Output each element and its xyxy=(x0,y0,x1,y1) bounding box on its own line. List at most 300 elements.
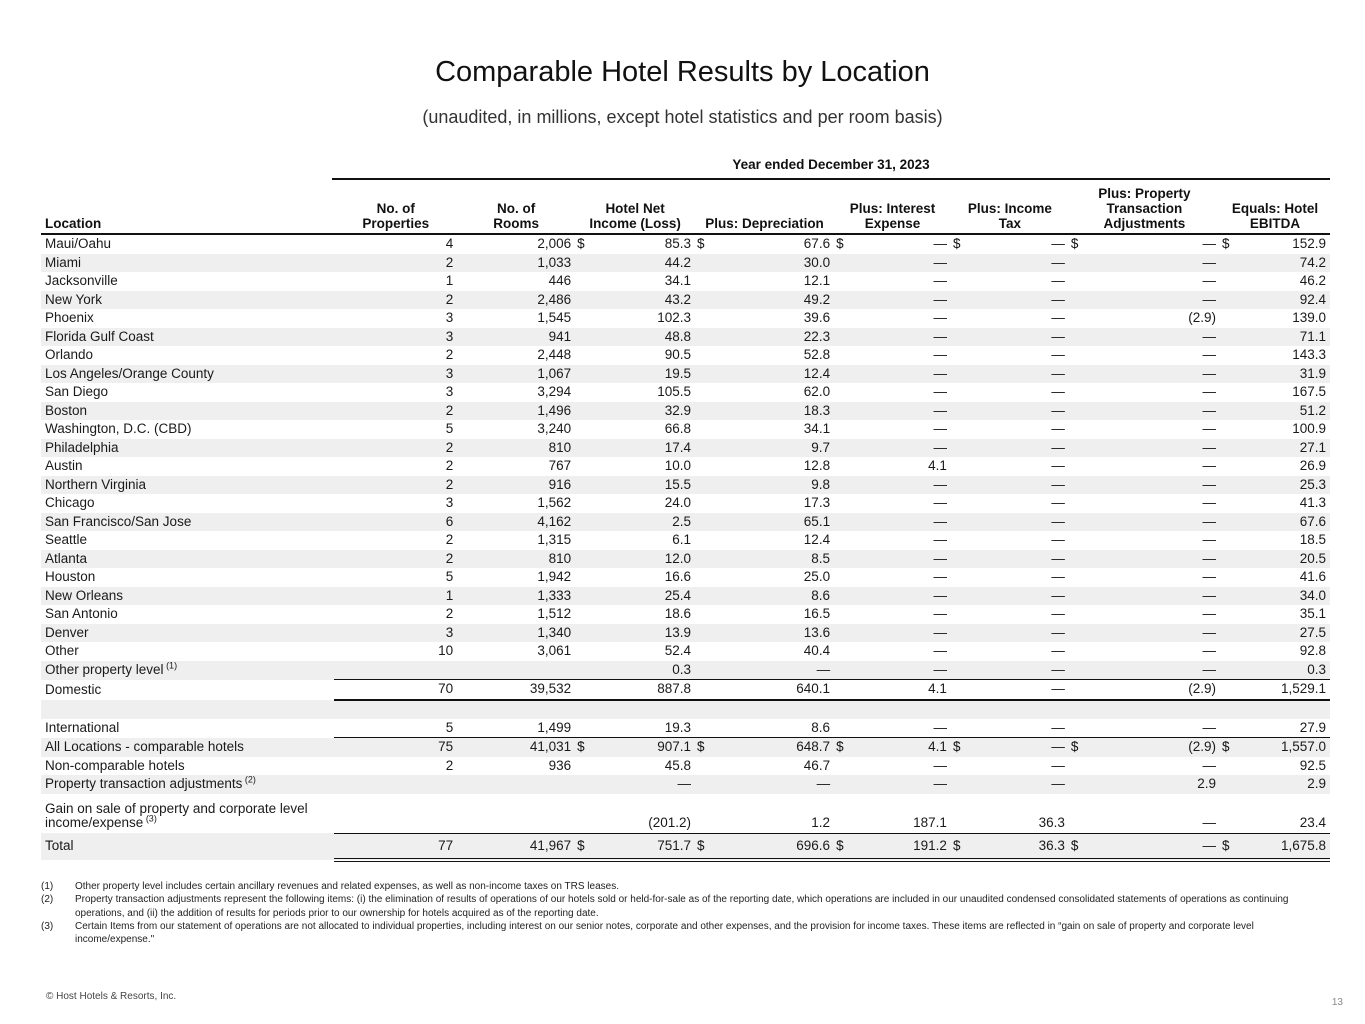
location-row xyxy=(41,605,1330,624)
currency-symbol xyxy=(951,383,963,402)
currency-symbol xyxy=(951,775,963,794)
currency-symbol xyxy=(834,309,846,328)
currency-symbol: $ xyxy=(951,833,963,860)
income-tax-cell: — xyxy=(963,402,1069,421)
rooms-cell: 3,240 xyxy=(537,421,572,437)
rooms-cell: 1,499 xyxy=(537,719,572,735)
depreciation-cell: 22.3 xyxy=(707,328,834,347)
currency-symbol: $ xyxy=(834,833,846,860)
currency-symbol xyxy=(1069,587,1081,606)
ebitda-cell: 167.5 xyxy=(1292,384,1326,400)
currency-symbol xyxy=(695,439,707,458)
interest-cell: — xyxy=(933,310,947,326)
properties-cell: 2 xyxy=(445,606,454,622)
property-adj-cell: 2.9 xyxy=(1081,775,1220,794)
spacer-cell xyxy=(334,700,457,719)
col-header-net-income: Hotel Net Income (Loss) xyxy=(575,184,695,234)
currency-symbol xyxy=(1069,291,1081,310)
property-adj-cell: (2.9) xyxy=(1081,738,1220,757)
results-table xyxy=(41,184,1330,862)
currency-symbol xyxy=(834,568,846,587)
currency-symbol xyxy=(834,272,846,291)
depreciation-cell: 648.7 xyxy=(707,738,834,757)
interest-cell: 187.1 xyxy=(913,814,947,830)
currency-symbol xyxy=(834,291,846,310)
location-cell: Philadelphia xyxy=(41,439,334,458)
net-income-cell: 907.1 xyxy=(587,738,695,757)
currency-symbol xyxy=(834,346,846,365)
currency-symbol xyxy=(695,402,707,421)
ebitda-cell: 143.3 xyxy=(1292,347,1326,363)
currency-symbol xyxy=(1069,420,1081,439)
net-income-cell: 887.8 xyxy=(587,680,695,700)
income-tax-cell: — xyxy=(1051,347,1065,363)
location-cell: Chicago xyxy=(45,495,95,511)
property-adj-cell: — xyxy=(1202,458,1216,474)
income-tax-cell: — xyxy=(963,624,1069,643)
domestic-row xyxy=(41,680,1330,700)
currency-symbol xyxy=(1069,757,1081,776)
page-number: 13 xyxy=(1331,997,1343,1008)
currency-symbol xyxy=(575,587,587,606)
footnote-1 xyxy=(41,880,1331,893)
depreciation-cell: 9.8 xyxy=(707,476,834,495)
location-row xyxy=(41,234,1330,254)
currency-symbol xyxy=(834,757,846,776)
location-cell: San Antonio xyxy=(45,606,118,622)
ebitda-cell: 92.5 xyxy=(1299,757,1326,773)
location-row xyxy=(41,420,1330,439)
depreciation-cell: 640.1 xyxy=(707,680,834,700)
currency-symbol xyxy=(1220,476,1232,495)
currency-symbol xyxy=(575,531,587,550)
net-income-cell: 43.2 xyxy=(587,291,695,310)
currency-symbol: $ xyxy=(575,738,587,757)
currency-symbol xyxy=(1220,309,1232,328)
currency-symbol xyxy=(695,254,707,273)
currency-symbol xyxy=(951,719,963,738)
ebitda-cell: 27.9 xyxy=(1299,719,1326,735)
properties-cell xyxy=(334,661,457,680)
interest-cell: — xyxy=(846,254,951,273)
currency-symbol xyxy=(834,775,846,794)
currency-symbol xyxy=(1220,531,1232,550)
depreciation-cell: 13.6 xyxy=(707,624,834,643)
property-adj-cell: — xyxy=(1081,254,1220,273)
property-adj-cell: — xyxy=(1202,532,1216,548)
spacer-cell xyxy=(1220,700,1232,719)
property-adj-cell: — xyxy=(1081,402,1220,421)
property-adj-cell: — xyxy=(1081,624,1220,643)
depreciation-cell: 12.4 xyxy=(707,365,834,384)
footnote-ref: (2) xyxy=(242,774,256,785)
location-row xyxy=(41,642,1330,661)
location-cell: All Locations - comparable hotels xyxy=(41,738,334,757)
interest-cell: — xyxy=(933,273,947,289)
currency-symbol xyxy=(834,661,846,680)
spacer-row xyxy=(41,700,1330,719)
header-row xyxy=(41,184,1330,234)
net-income-cell: 45.8 xyxy=(664,757,692,773)
depreciation-cell: 1.2 xyxy=(811,814,831,830)
international-row xyxy=(41,719,1330,738)
ebitda-cell: 26.9 xyxy=(1299,458,1326,474)
rooms-cell: 1,340 xyxy=(457,624,575,643)
depreciation-cell: 52.8 xyxy=(803,347,831,363)
currency-symbol xyxy=(834,420,846,439)
currency-symbol xyxy=(1220,568,1232,587)
net-income-cell: — xyxy=(587,775,695,794)
income-tax-cell: — xyxy=(963,680,1069,700)
net-income-cell: 15.5 xyxy=(587,476,695,495)
properties-cell: 5 xyxy=(445,569,454,585)
rooms-cell: 1,496 xyxy=(457,402,575,421)
col-header-interest: Plus: Interest Expense xyxy=(834,184,951,234)
footnote-text: Other property level includes certain ancillary revenues and related expenses, as well as non-income taxes on TRS leases. xyxy=(75,881,619,892)
currency-symbol xyxy=(1069,365,1081,384)
currency-symbol xyxy=(1069,254,1081,273)
currency-symbol xyxy=(575,661,587,680)
interest-cell: — xyxy=(933,643,947,659)
property-adj-cell: — xyxy=(1081,513,1220,532)
interest-cell: — xyxy=(933,757,947,773)
currency-symbol xyxy=(951,365,963,384)
currency-symbol xyxy=(695,587,707,606)
ebitda-cell: 31.9 xyxy=(1232,365,1330,384)
currency-symbol xyxy=(575,254,587,273)
currency-symbol xyxy=(951,402,963,421)
currency-symbol xyxy=(695,661,707,680)
location-row xyxy=(41,309,1330,328)
currency-symbol xyxy=(834,328,846,347)
rooms-cell: 3,061 xyxy=(537,643,572,659)
properties-cell: 75 xyxy=(334,738,457,757)
location-row xyxy=(41,439,1330,458)
currency-symbol: $ xyxy=(575,833,587,860)
currency-symbol xyxy=(1069,605,1081,624)
income-tax-cell: — xyxy=(963,550,1069,569)
depreciation-cell: 12.1 xyxy=(803,273,831,289)
rooms-cell: 446 xyxy=(548,273,572,289)
currency-symbol xyxy=(695,420,707,439)
currency-symbol xyxy=(951,680,963,700)
currency-symbol xyxy=(951,757,963,776)
income-tax-cell: — xyxy=(1051,458,1065,474)
income-tax-cell: — xyxy=(1051,236,1065,252)
footnote-text: Property transaction adjustments represent the following items: (i) the elimination of results of operations of our hotels sold or held-for-sale as of the reporting date, which operations are included in our unaudited condensed consolidated statements of operations as continuing operations, and (ii) the addition of results for periods prior to our ownership for hotels acquired as of the reporting date. xyxy=(75,894,1289,919)
rooms-cell: 1,033 xyxy=(457,254,575,273)
col-header-ebitda: Equals: Hotel EBITDA xyxy=(1220,184,1330,234)
currency-symbol xyxy=(695,346,707,365)
interest-cell: — xyxy=(846,291,951,310)
location-row xyxy=(41,550,1330,569)
income-tax-cell: — xyxy=(1051,310,1065,326)
location-cell: International xyxy=(45,720,120,735)
period-header: Year ended December 31, 2023 xyxy=(732,157,930,172)
properties-cell: 3 xyxy=(445,384,454,400)
property-adj-cell: — xyxy=(1202,814,1216,830)
currency-symbol xyxy=(834,719,846,738)
currency-symbol xyxy=(951,568,963,587)
location-cell: Northern Virginia xyxy=(41,476,334,495)
currency-symbol xyxy=(575,457,587,476)
depreciation-cell: 9.7 xyxy=(707,439,834,458)
currency-symbol xyxy=(951,254,963,273)
currency-symbol xyxy=(951,328,963,347)
footnote-3 xyxy=(41,920,1331,947)
properties-cell: 1 xyxy=(334,587,457,606)
currency-symbol xyxy=(695,605,707,624)
rooms-cell: 767 xyxy=(548,458,572,474)
net-income-cell: 102.3 xyxy=(657,310,692,326)
depreciation-cell: 8.6 xyxy=(811,719,831,735)
depreciation-cell: 46.7 xyxy=(803,757,831,773)
location-row xyxy=(41,365,1330,384)
income-tax-cell: — xyxy=(963,775,1069,794)
currency-symbol xyxy=(951,605,963,624)
net-income-cell: 19.3 xyxy=(664,719,692,735)
net-income-cell: (201.2) xyxy=(648,814,692,830)
currency-symbol xyxy=(575,291,587,310)
properties-cell: 4 xyxy=(445,236,454,252)
property-adj-cell: — xyxy=(1081,365,1220,384)
net-income-cell: 0.3 xyxy=(587,661,695,680)
currency-symbol xyxy=(951,494,963,513)
currency-symbol xyxy=(951,309,963,328)
properties-cell: 1 xyxy=(445,273,454,289)
depreciation-cell: 8.5 xyxy=(707,550,834,569)
rooms-cell: 936 xyxy=(548,757,572,773)
currency-symbol xyxy=(951,661,963,680)
location-cell: Other xyxy=(45,643,79,659)
currency-symbol xyxy=(834,587,846,606)
footnotes xyxy=(41,880,1331,946)
income-tax-cell: — xyxy=(963,661,1069,680)
interest-cell: — xyxy=(846,513,951,532)
currency-symbol xyxy=(834,402,846,421)
properties-cell: 6 xyxy=(334,513,457,532)
col-header-depreciation: Plus: Depreciation xyxy=(695,184,834,234)
currency-symbol xyxy=(1220,494,1232,513)
depreciation-cell: 67.6 xyxy=(803,236,831,252)
spacer-cell xyxy=(834,700,846,719)
property-adj-cell: — xyxy=(1202,606,1216,622)
currency-symbol xyxy=(695,291,707,310)
location-row xyxy=(41,568,1330,587)
currency-symbol xyxy=(1220,605,1232,624)
currency-symbol xyxy=(1069,550,1081,569)
net-income-cell: 751.7 xyxy=(587,833,695,860)
income-tax-cell: — xyxy=(1051,719,1065,735)
currency-symbol xyxy=(834,624,846,643)
currency-symbol xyxy=(1220,365,1232,384)
currency-symbol xyxy=(695,757,707,776)
currency-symbol xyxy=(951,587,963,606)
properties-cell xyxy=(334,775,457,794)
property-adj-cell: (2.9) xyxy=(1081,680,1220,700)
properties-cell: 77 xyxy=(334,833,457,860)
currency-symbol: $ xyxy=(1221,236,1230,252)
currency-symbol xyxy=(834,383,846,402)
income-tax-cell: — xyxy=(963,291,1069,310)
spacer-cell xyxy=(707,700,834,719)
currency-symbol: $ xyxy=(952,236,961,252)
footnote-mark: (3) xyxy=(41,920,54,932)
depreciation-cell: 12.8 xyxy=(803,458,831,474)
depreciation-cell: 8.6 xyxy=(707,587,834,606)
currency-symbol xyxy=(951,624,963,643)
spacer-cell xyxy=(951,700,963,719)
rooms-cell: 1,315 xyxy=(537,532,572,548)
interest-cell: — xyxy=(933,569,947,585)
property-adj-cell: — xyxy=(1202,421,1216,437)
rooms-cell xyxy=(457,775,575,794)
rooms-cell: 1,545 xyxy=(537,310,572,326)
income-tax-cell: 36.3 xyxy=(1038,814,1065,830)
rooms-cell: 4,162 xyxy=(457,513,575,532)
location-cell: San Francisco/San Jose xyxy=(41,513,334,532)
depreciation-cell: 18.3 xyxy=(707,402,834,421)
location-row xyxy=(41,254,1330,273)
net-income-cell: 18.6 xyxy=(664,606,692,622)
currency-symbol xyxy=(1069,402,1081,421)
currency-symbol xyxy=(695,309,707,328)
currency-symbol xyxy=(1069,719,1081,738)
net-income-cell: 16.6 xyxy=(664,569,692,585)
currency-symbol xyxy=(1069,476,1081,495)
location-row xyxy=(41,383,1330,402)
net-income-cell: 12.0 xyxy=(587,550,695,569)
interest-cell: — xyxy=(933,421,947,437)
currency-symbol xyxy=(695,568,707,587)
currency-symbol xyxy=(575,757,587,776)
currency-symbol xyxy=(834,494,846,513)
currency-symbol xyxy=(695,624,707,643)
income-tax-cell: — xyxy=(963,513,1069,532)
income-tax-cell: — xyxy=(1051,757,1065,773)
income-tax-cell: — xyxy=(963,738,1069,757)
interest-cell: 4.1 xyxy=(846,680,951,700)
gain-on-sale-row xyxy=(41,794,1330,834)
rooms-cell: 39,532 xyxy=(457,680,575,700)
interest-cell: — xyxy=(846,661,951,680)
currency-symbol xyxy=(834,476,846,495)
net-income-cell: 105.5 xyxy=(657,384,692,400)
net-income-cell: 2.5 xyxy=(587,513,695,532)
currency-symbol xyxy=(1220,794,1232,834)
net-income-cell: 32.9 xyxy=(587,402,695,421)
property-adj-cell: — xyxy=(1202,384,1216,400)
location-cell: Total xyxy=(41,833,334,860)
currency-symbol: $ xyxy=(697,236,705,252)
currency-symbol xyxy=(575,794,587,834)
net-income-cell: 34.1 xyxy=(664,273,692,289)
currency-symbol xyxy=(575,272,587,291)
currency-symbol xyxy=(1220,420,1232,439)
currency-symbol xyxy=(575,680,587,700)
depreciation-cell: 39.6 xyxy=(803,310,831,326)
properties-cell: 2 xyxy=(445,757,454,773)
currency-symbol xyxy=(951,272,963,291)
currency-symbol xyxy=(575,605,587,624)
net-income-cell: 25.4 xyxy=(587,587,695,606)
ebitda-cell: 27.5 xyxy=(1232,624,1330,643)
currency-symbol xyxy=(695,642,707,661)
property-adj-cell: — xyxy=(1202,273,1216,289)
depreciation-cell: 34.1 xyxy=(803,421,831,437)
income-tax-cell: — xyxy=(1051,273,1065,289)
currency-symbol xyxy=(695,494,707,513)
ebitda-cell: 20.5 xyxy=(1232,550,1330,569)
location-cell: Property transaction adjustments $^{(2)}$ xyxy=(41,775,334,794)
col-header-rooms: No. of Rooms xyxy=(457,184,575,234)
all-locations-row xyxy=(41,738,1330,757)
currency-symbol xyxy=(1069,794,1081,834)
ebitda-cell: 51.2 xyxy=(1232,402,1330,421)
depreciation-cell: 17.3 xyxy=(803,495,831,511)
properties-cell: 2 xyxy=(445,458,454,474)
footnote-ref: (1) xyxy=(163,660,178,671)
currency-symbol xyxy=(951,642,963,661)
footnote-ref: (3) xyxy=(143,813,157,824)
location-row xyxy=(41,402,1330,421)
currency-symbol xyxy=(951,457,963,476)
ebitda-cell: 67.6 xyxy=(1232,513,1330,532)
currency-symbol xyxy=(1220,757,1232,776)
income-tax-cell: — xyxy=(963,365,1069,384)
rooms-cell: 2,006 xyxy=(537,236,572,252)
currency-symbol xyxy=(1220,775,1232,794)
location-cell: New Orleans xyxy=(41,587,334,606)
location-cell: San Diego xyxy=(45,384,109,400)
currency-symbol xyxy=(695,794,707,834)
currency-symbol xyxy=(1220,291,1232,310)
income-tax-cell: — xyxy=(963,476,1069,495)
rooms-cell: 1,333 xyxy=(457,587,575,606)
currency-symbol xyxy=(575,383,587,402)
col-header-location: Location xyxy=(41,184,334,234)
income-tax-cell: — xyxy=(1051,606,1065,622)
spacer-cell xyxy=(963,700,1069,719)
ebitda-cell: 41.3 xyxy=(1299,495,1326,511)
rooms-cell: 810 xyxy=(457,439,575,458)
rooms-cell: 1,562 xyxy=(537,495,572,511)
properties-cell: 5 xyxy=(445,421,454,437)
depreciation-cell: — xyxy=(707,661,834,680)
currency-symbol xyxy=(951,476,963,495)
ebitda-cell: 23.4 xyxy=(1299,814,1326,830)
property-adj-cell: — xyxy=(1081,587,1220,606)
depreciation-cell: 62.0 xyxy=(803,384,831,400)
currency-symbol xyxy=(834,794,846,834)
location-cell: Austin xyxy=(45,458,83,474)
currency-symbol: $ xyxy=(695,738,707,757)
currency-symbol xyxy=(695,550,707,569)
income-tax-cell: — xyxy=(1051,384,1065,400)
location-cell: Gain on sale of property and corporate level income/expense $^{(3)}$ xyxy=(45,801,308,830)
rooms-cell: 1,067 xyxy=(457,365,575,384)
spacer-cell xyxy=(575,700,587,719)
currency-symbol xyxy=(1069,513,1081,532)
ebitda-cell: 92.4 xyxy=(1232,291,1330,310)
interest-cell: 4.1 xyxy=(928,458,947,474)
properties-cell: 2 xyxy=(334,291,457,310)
location-cell: Los Angeles/Orange County xyxy=(41,365,334,384)
currency-symbol: $ xyxy=(1069,833,1081,860)
interest-cell: — xyxy=(846,328,951,347)
currency-symbol xyxy=(1220,272,1232,291)
currency-symbol xyxy=(951,531,963,550)
